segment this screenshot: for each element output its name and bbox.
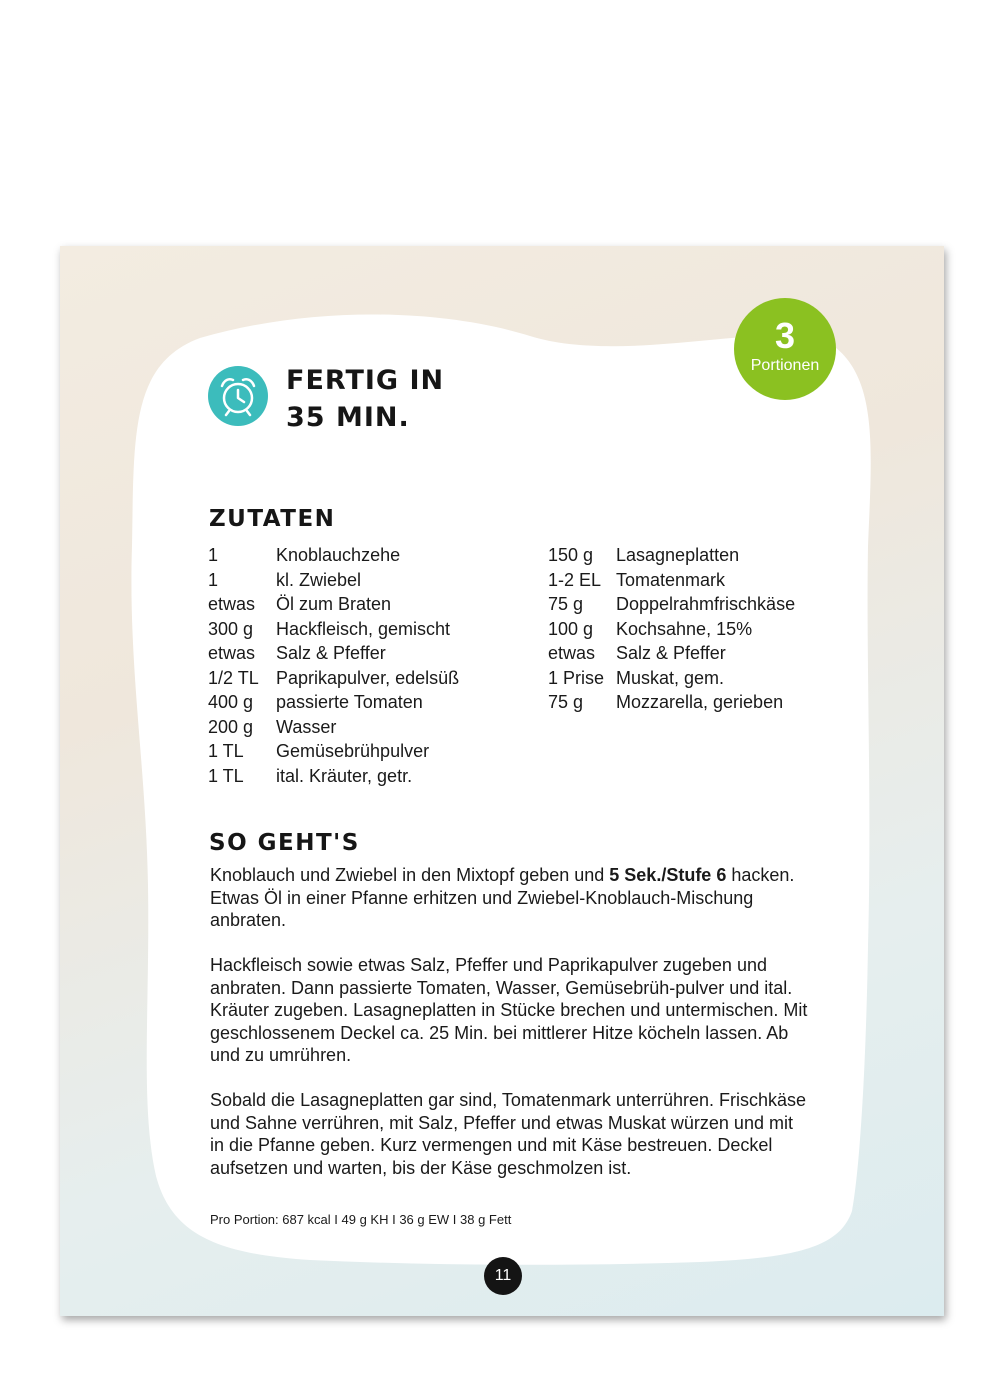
instruction-paragraph-1: [210, 864, 810, 932]
ingredient-row: [208, 641, 508, 666]
ingredient-row: [548, 641, 828, 666]
ingredient-name: ital. Kräuter, getr.: [276, 765, 413, 786]
ingredient-name: Öl zum Braten: [276, 594, 392, 614]
ingredient-row: [208, 739, 508, 764]
portions-label: Portionen: [750, 357, 820, 374]
ingredient-qty: 1: [208, 569, 219, 590]
ingredient-qty: 1-2 EL: [548, 569, 602, 590]
ingredient-name: Tomatenmark: [616, 569, 726, 590]
ingredient-qty: 300 g: [208, 618, 254, 639]
ingredient-qty: 150 g: [548, 545, 594, 565]
ingredient-row: [548, 592, 828, 617]
ingredient-name: Salz & Pfeffer: [276, 643, 386, 663]
ingredient-name: passierte Tomaten: [276, 692, 423, 712]
ingredient-qty: 1/2 TL: [208, 667, 259, 688]
ingredient-qty: etwas: [548, 643, 596, 663]
ingredient-qty: 75 g: [548, 692, 584, 712]
ingredient-name: Kochsahne, 15%: [616, 618, 753, 639]
ingredients-list-left: [208, 543, 508, 788]
page-number-badge: 11: [484, 1257, 522, 1295]
ingredient-name: Muskat, gem.: [616, 667, 725, 688]
ingredient-name: Wasser: [276, 716, 337, 737]
instructions-text: [210, 864, 810, 1202]
instruction-paragraph-3: Sobald die Lasagneplatten gar sind, Tomatenmark unterrühren. Frischkäse und Sahne verrühren, mit Salz, Pfeffer und etwas Muskat würzen und mit in die Pfanne geben. Kurz vermengen und mit Käse bestreuen. Deckel aufsetzen und warten, bis der Käse geschmolzen ist.: [210, 1090, 807, 1178]
ingredient-qty: etwas: [208, 643, 256, 663]
prep-time-label: [286, 362, 444, 436]
ingredient-qty: 400 g: [208, 692, 254, 712]
ingredient-name: Knoblauchzehe: [276, 545, 401, 565]
ingredient-qty: 1 TL: [208, 741, 244, 761]
ingredient-row: [208, 764, 508, 789]
ingredient-qty: etwas: [208, 594, 256, 614]
instruction-text: hacken. Etwas Öl in einer Pfanne erhitzen und Zwiebel-Knoblauch-Mischung anbraten.: [210, 865, 795, 930]
ingredient-row: [548, 617, 828, 642]
ingredient-name: Lasagneplatten: [616, 545, 740, 565]
prep-time-line-2: 35 MIN.: [286, 402, 410, 433]
ingredient-row: [208, 568, 508, 593]
ingredient-qty: 75 g: [548, 594, 584, 614]
prep-time-line-1: FERTIG IN: [286, 365, 445, 396]
ingredient-row: [208, 666, 508, 691]
ingredient-row: [548, 690, 828, 715]
ingredient-qty: 1: [208, 545, 219, 565]
ingredient-row: [208, 592, 508, 617]
ingredient-qty: 200 g: [208, 716, 254, 737]
ingredient-qty: 1 Prise: [548, 667, 605, 688]
ingredient-row: [208, 715, 508, 740]
ingredient-name: Salz & Pfeffer: [616, 643, 726, 663]
instructions-heading: SO GEHT'S: [209, 830, 360, 856]
ingredient-row: [548, 543, 828, 568]
ingredient-qty: 1 TL: [208, 765, 244, 786]
ingredient-name: Doppelrahmfrischkäse: [616, 594, 796, 614]
portions-number: 3: [774, 315, 796, 356]
ingredient-row: [208, 543, 508, 568]
ingredient-row: [208, 690, 508, 715]
ingredients-list-right: [548, 543, 828, 715]
ingredient-row: [548, 666, 828, 691]
portions-badge: [734, 298, 836, 400]
ingredients-heading: ZUTATEN: [209, 506, 336, 532]
nutrition-info: Pro Portion: 687 kcal I 49 g KH I 36 g EW I 38 g Fett: [210, 1212, 512, 1227]
alarm-clock-icon: [208, 366, 268, 426]
ingredient-row: [208, 617, 508, 642]
instruction-text: Knoblauch und Zwiebel in den Mixtopf geben und: [210, 865, 610, 885]
ingredient-name: Gemüsebrühpulver: [276, 741, 430, 761]
ingredient-name: kl. Zwiebel: [276, 569, 362, 590]
ingredient-name: Hackfleisch, gemischt: [276, 618, 451, 639]
ingredient-name: Mozzarella, gerieben: [616, 692, 784, 712]
ingredient-row: [548, 568, 828, 593]
ingredient-qty: 100 g: [548, 618, 594, 639]
instruction-highlight: 5 Sek./Stufe 6: [609, 865, 727, 885]
instruction-paragraph-2: Hackfleisch sowie etwas Salz, Pfeffer und Paprikapulver zugeben und anbraten. Dann passierte Tomaten, Wasser, Gemüsebrüh-pulver und ital. Kräuter zugeben. Lasagneplatten in Stücke brechen und untermischen. Mit geschlossenem Deckel ca. 25 Min. bei mittlerer Hitze köcheln lassen. Ab und zu umrühren.: [210, 955, 808, 1065]
ingredient-name: Paprikapulver, edelsüß: [276, 667, 460, 688]
